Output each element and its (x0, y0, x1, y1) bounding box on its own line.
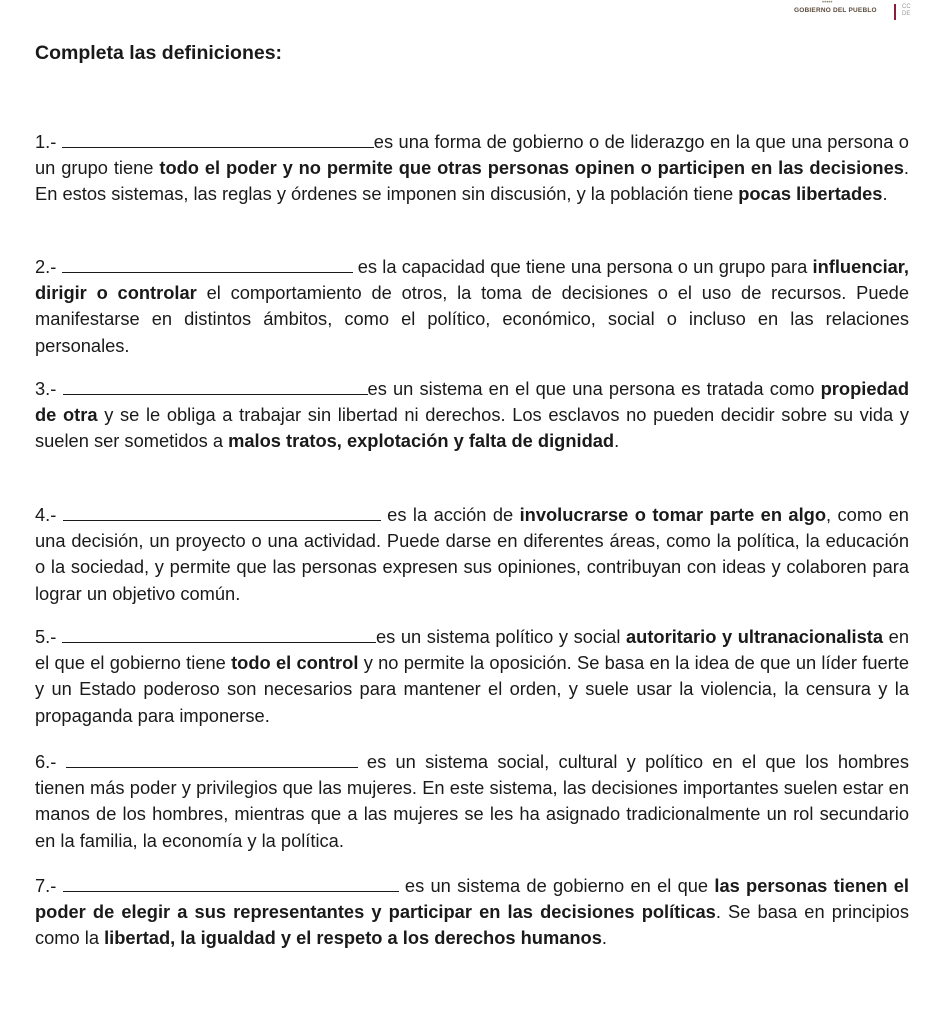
answer-blank[interactable] (66, 750, 358, 768)
definition-item (35, 749, 909, 854)
definition-plain-text: . En estos sistemas, las reglas y órdenes se imponen sin discusión, y la población tiene (35, 157, 909, 205)
definition-plain-text: y se le obliga a trabajar sin libertad ni derechos. Los esclavos no pueden decidir sobre su vida y suelen ser sometidos a (35, 404, 909, 452)
answer-blank[interactable] (62, 255, 353, 273)
item-number: 3.- (35, 378, 57, 399)
definition-plain-text: en el que el gobierno tiene (35, 626, 909, 674)
definition-plain-text: es la capacidad que tiene una persona o un grupo para (352, 256, 813, 277)
definition-bold-text: malos tratos, explotación y falta de dignidad (228, 430, 615, 452)
definition-item (35, 254, 909, 359)
definition-bold-text: libertad, la igualdad y el respeto a los derechos humanos (104, 927, 602, 949)
definition-plain-text: es un sistema en el que una persona es tratada como (367, 378, 821, 399)
answer-blank[interactable] (62, 625, 376, 643)
definition-plain-text: . (614, 430, 620, 452)
definition-item (35, 129, 909, 208)
answer-blank[interactable] (63, 377, 368, 395)
definition-plain-text: es la acción de (380, 504, 520, 525)
definition-plain-text: , como en una decisión, un proyecto o una actividad. Puede darse en diferentes áreas, como la política, la educación o la sociedad, y permite que las personas expresen sus opiniones, contribuyan con ideas y colaboren para lograr un objetivo común. (35, 504, 909, 604)
page-title: Completa las definiciones: (35, 42, 283, 64)
definition-bold-text: las personas tienen el poder de elegir a sus representantes y participar en las decisiones políticas (35, 875, 909, 923)
definition-item (35, 376, 909, 455)
logo-divider (894, 4, 896, 20)
answer-blank[interactable] (62, 130, 374, 148)
emblem-icon: ••••• (822, 0, 833, 6)
definition-plain-text: es un sistema de gobierno en el que (398, 875, 715, 896)
answer-blank[interactable] (63, 503, 381, 521)
definition-bold-text: autoritario y ultranacionalista (626, 626, 884, 647)
definition-item (35, 624, 909, 729)
item-number: 2.- (35, 256, 57, 277)
item-number: 7.- (35, 875, 57, 896)
definition-bold-text: todo el control (231, 652, 359, 674)
definition-plain-text: es una forma de gobierno o de liderazgo en la que una persona o un grupo tiene (35, 131, 909, 179)
definition-plain-text: . Se basa en principios como la (35, 901, 909, 949)
org-name: GOBIERNO DEL PUEBLO (794, 7, 877, 14)
definition-bold-text: pocas libertades (738, 183, 883, 205)
definition-bold-text: involucrarse o tomar parte en algo (519, 504, 827, 525)
item-number: 5.- (35, 626, 57, 647)
definition-plain-text: es un sistema político y social (375, 626, 626, 647)
item-number: 4.- (35, 504, 57, 525)
logo-subtext: CC DE (902, 4, 911, 17)
definition-plain-text: y no permite la oposición. Se basa en la idea de que un líder fuerte y un Estado poderoso son necesarios para mantener el orden, y suele usar la violencia, la censura y la propaganda para imponerse. (35, 652, 910, 726)
definition-bold-text: todo el poder y no permite que otras personas opinen o participen en las decisiones (159, 157, 904, 179)
definition-bold-text: influenciar, dirigir o controlar (35, 256, 909, 304)
definition-plain-text: el comportamiento de otros, la toma de decisiones o el uso de recursos. Puede manifestarse en distintos ámbitos, como el político, económico, social o incluso en las relaciones personales. (35, 282, 909, 356)
header-logo (794, 0, 934, 22)
definition-plain-text: es un sistema social, cultural y político en el que los hombres tienen más poder y privilegios que las mujeres. En este sistema, las decisiones importantes suelen estar en manos de los hombres, mientras que a las mujeres se les ha asignado tradicionalmente un rol secundario en la familia, la economía y la política. (35, 751, 909, 851)
answer-blank[interactable] (63, 874, 399, 892)
definition-plain-text: . (882, 183, 888, 205)
definition-item (35, 502, 909, 607)
definition-bold-text: propiedad de otra (35, 378, 909, 426)
definition-plain-text: . (601, 927, 607, 949)
item-number: 6.- (35, 751, 57, 772)
definition-item (35, 873, 909, 952)
item-number: 1.- (35, 131, 57, 152)
